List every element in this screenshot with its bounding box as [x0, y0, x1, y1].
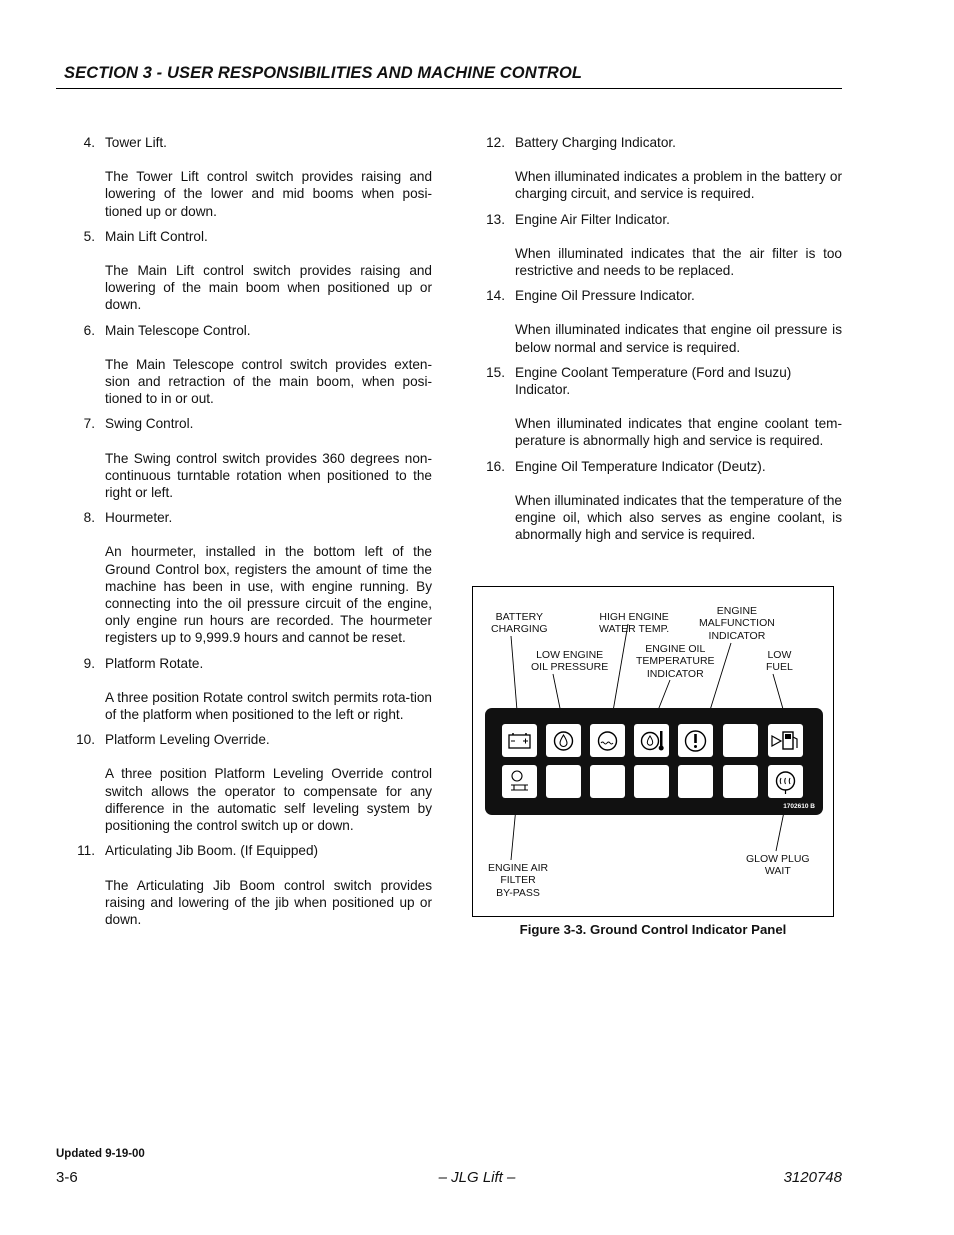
item-number: 6. — [83, 322, 95, 338]
item-number: 4. — [83, 135, 95, 150]
document-number: 3120748 — [783, 1169, 842, 1186]
item-title: Engine Oil Pressure Indicator. — [515, 288, 695, 304]
label-glow-plug-wait: GLOW PLUG WAIT — [746, 853, 810, 878]
list-item — [70, 509, 432, 646]
label-engine-oil-temperature: ENGINE OIL TEMPERATURE INDICATOR — [636, 643, 715, 680]
blank-indicator — [723, 724, 758, 757]
air-filter-indicator — [502, 765, 537, 798]
label-low-engine-oil-pressure: LOW ENGINE OIL PRESSURE — [531, 649, 609, 674]
engine-malfunction-indicator — [678, 724, 713, 757]
list-item — [70, 731, 432, 834]
item-description: The Articulating Jib Boom control switch provides raising and lowering of the jib when positioned up or down. — [105, 877, 432, 927]
low-oil-pressure-indicator — [546, 724, 581, 757]
high-water-temp-indicator — [590, 724, 625, 757]
battery-charging-indicator — [502, 724, 537, 757]
indicator-panel — [485, 708, 823, 815]
section-header: SECTION 3 - USER RESPONSIBILITIES AND MACHINE CONTROL — [64, 64, 583, 82]
blank-indicator — [590, 765, 625, 798]
item-number: 11. — [77, 843, 95, 859]
list-item — [480, 287, 842, 356]
air-filter-icon — [502, 765, 537, 798]
updated-date: Updated 9-19-00 — [56, 1148, 145, 1160]
item-description: The Main Lift control switch provides raising and lowering of the main boom when positioned up or down. — [105, 263, 432, 313]
item-number: 9. — [83, 655, 95, 671]
item-description: A three position Rotate control switch permits rota-tion of the platform when positioned to the left or right. — [105, 689, 432, 723]
item-title: Platform Leveling Override. — [105, 732, 270, 748]
item-number: 15. — [486, 364, 505, 380]
list-item — [70, 134, 432, 220]
right-column — [480, 134, 842, 551]
label-battery-charging: BATTERY CHARGING — [491, 611, 548, 636]
item-number: 14. — [486, 288, 505, 304]
item-number: 5. — [83, 228, 95, 244]
item-description: A three position Platform Leveling Override control switch allows the operator to compensate for any difference in the automatic self leveling system by positioning the control switch up or down. — [105, 766, 432, 834]
item-description: When illuminated indicates that the temperature of the engine oil, which also serves as engine coolant, is abnormally high and service is required. — [515, 492, 842, 543]
label-low-fuel: LOW FUEL — [766, 649, 793, 674]
list-item — [480, 364, 842, 450]
battery-icon — [502, 724, 537, 757]
list-item — [70, 415, 432, 501]
page-number: 3-6 — [56, 1169, 78, 1186]
item-title: Main Telescope Control. — [105, 322, 251, 338]
footer-title: – JLG Lift – — [438, 1169, 516, 1186]
exclamation-icon — [678, 724, 713, 757]
oil-temp-icon — [634, 724, 669, 757]
oil-temperature-indicator — [634, 724, 669, 757]
item-description: The Main Telescope control switch provides exten-sion and retraction of the main boom, when posi-tioned to in or out. — [105, 356, 432, 407]
blank-indicator — [634, 765, 669, 798]
item-title: Engine Oil Temperature Indicator (Deutz). — [515, 458, 766, 474]
item-number: 10. — [76, 732, 95, 748]
list-item — [70, 655, 432, 724]
item-title: Engine Air Filter Indicator. — [515, 211, 670, 227]
glow-plug-icon — [768, 765, 803, 798]
item-number: 12. — [486, 135, 505, 150]
indicator-panel-figure — [472, 586, 834, 917]
item-description: An hourmeter, installed in the bottom left of the Ground Control box, registers the amount of time the machine has been in use, with engine running. By connecting into the oil pressure circuit of the engine, only engine run hours are recorded. The hourmeter registers up to 9,999.9 hours and cannot be reset. — [105, 544, 432, 646]
low-fuel-indicator — [768, 724, 803, 757]
label-engine-air-filter: ENGINE AIR FILTER BY-PASS — [488, 862, 549, 899]
item-title: Battery Charging Indicator. — [515, 135, 676, 150]
item-number: 13. — [486, 211, 505, 227]
part-number: 1702610 B — [783, 803, 815, 810]
item-title: Engine Coolant Temperature (Ford and Isuzu) Indicator. — [515, 364, 792, 398]
list-item — [70, 228, 432, 314]
engine-temp-icon — [590, 724, 625, 757]
item-description: The Swing control switch provides 360 degrees non-continuous turntable rotation when positioned to the right or left. — [105, 450, 432, 501]
item-title: Hourmeter. — [105, 510, 173, 526]
oil-pressure-icon — [546, 724, 581, 757]
blank-indicator — [546, 765, 581, 798]
item-description: When illuminated indicates that engine coolant tem-perature is abnormally high and service is required. — [515, 416, 842, 449]
item-title: Tower Lift. — [105, 135, 167, 150]
item-title: Articulating Jib Boom. (If Equipped) — [105, 843, 319, 859]
figure-caption: Figure 3-3. Ground Control Indicator Panel — [519, 922, 787, 937]
item-description: When illuminated indicates that the air filter is too restrictive and needs to be replaced. — [515, 245, 842, 279]
label-engine-malfunction: ENGINE MALFUNCTION INDICATOR — [699, 605, 775, 642]
label-high-engine-water-temp: HIGH ENGINE WATER TEMP. — [599, 611, 670, 636]
list-item — [480, 211, 842, 280]
list-item — [70, 842, 432, 928]
item-description: When illuminated indicates a problem in the battery or charging circuit, and service is required. — [515, 169, 842, 202]
item-number: 16. — [486, 458, 505, 474]
item-number: 7. — [83, 416, 95, 432]
item-description: The Tower Lift control switch provides raising and lowering of the lower and mid booms when posi-tioned up or down. — [105, 169, 432, 219]
header-rule — [56, 88, 842, 89]
list-item — [480, 134, 842, 203]
item-title: Swing Control. — [105, 416, 194, 432]
list-item — [480, 458, 842, 544]
item-title: Platform Rotate. — [105, 655, 204, 671]
item-title: Main Lift Control. — [105, 228, 208, 244]
list-item — [70, 322, 432, 408]
blank-indicator — [678, 765, 713, 798]
item-number: 8. — [83, 510, 95, 526]
item-description: When illuminated indicates that engine oil pressure is below normal and service is required. — [515, 322, 842, 355]
blank-indicator — [723, 765, 758, 798]
fuel-pump-icon — [768, 724, 803, 757]
left-column — [70, 134, 432, 936]
glow-plug-indicator — [768, 765, 803, 798]
